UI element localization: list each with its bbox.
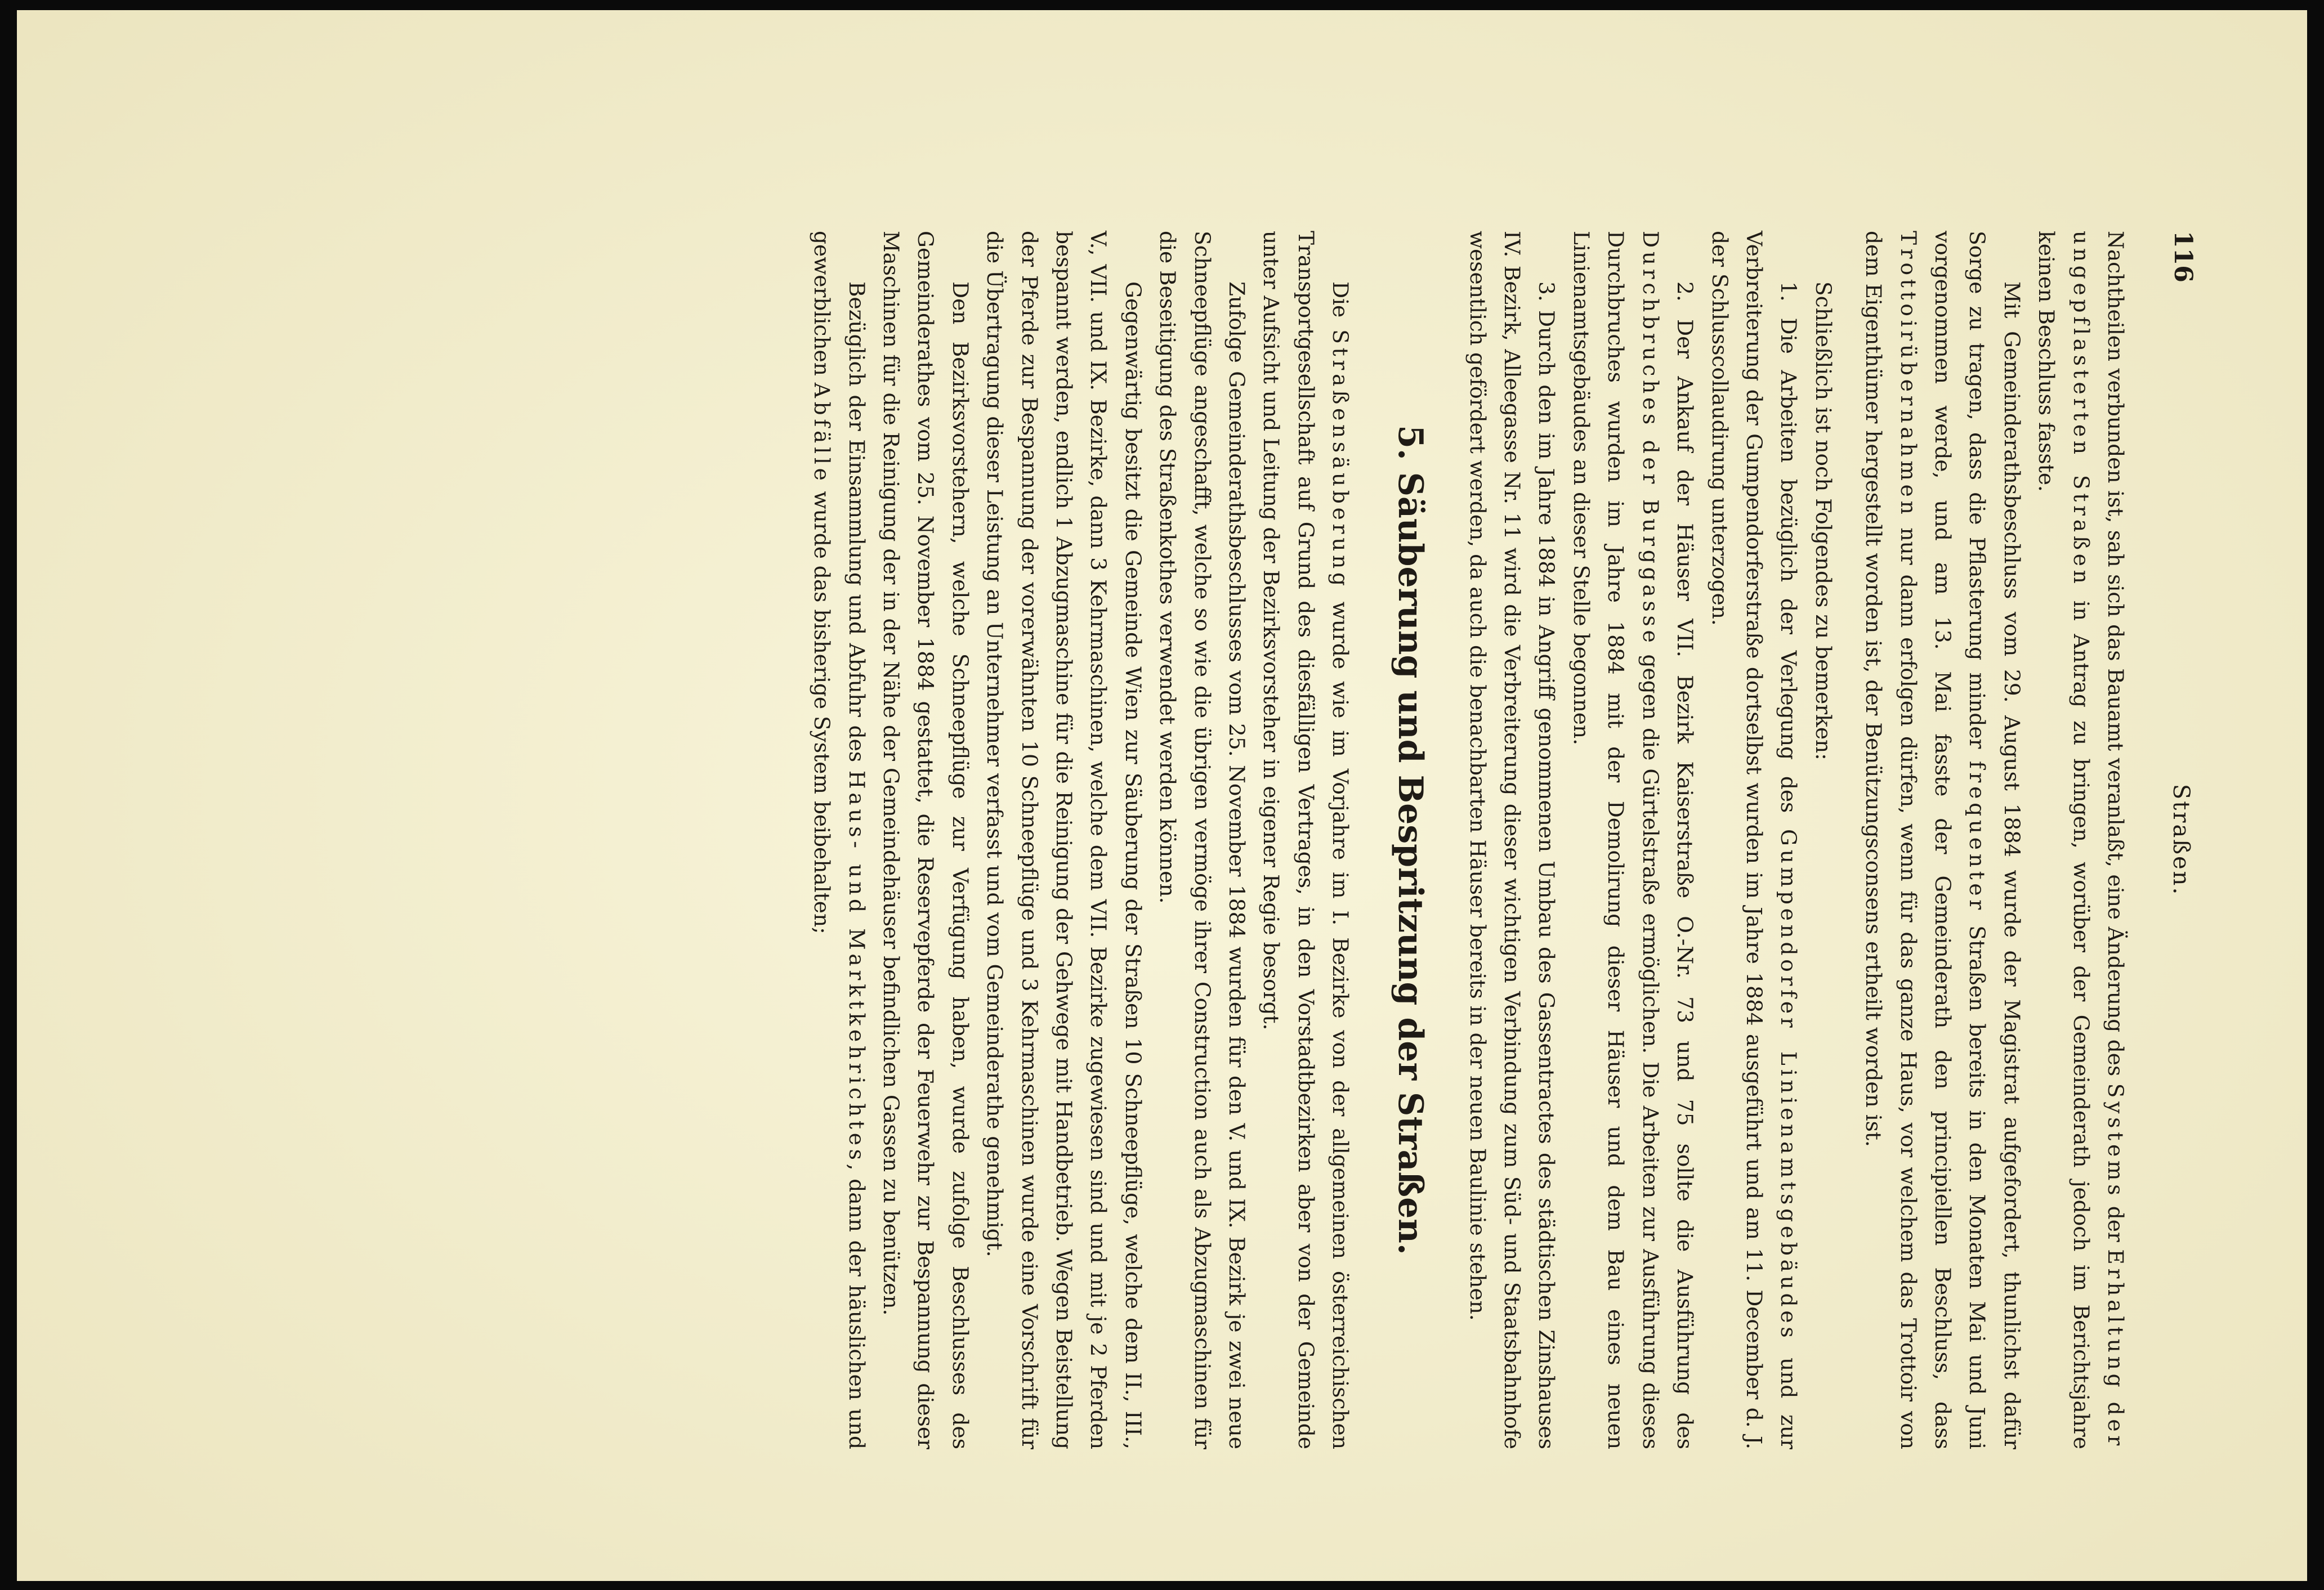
- page-header: [2161, 231, 2200, 1449]
- paragraph: 2. Der Ankauf der Häuser VII. Bezirk Kaiserstraße O.-Nr. 73 und 75 sollte die Ausführung des Durchbruches der Burggasse gegen die Gürtelstraße ermöglichen. Die Arbeiten zur Ausführung dieses Durchbruches wurden im Jahre 1884 mit der Demolirung dieser Häuser und dem Bau eines neuen Linienamtsgebäudes an dieser Stelle begonnen.: [1568, 231, 1698, 1450]
- paragraph: Schließlich ist noch Folgendes zu bemerken:: [1811, 281, 1836, 760]
- page-number: 116: [2169, 231, 2197, 283]
- paragraph: 1. Die Arbeiten bezüglich der Verlegung des Gumpendorfer Linienamtsgebäudes und zur Verbreiterung der Gumpendorferstraße dortselbst wurden im Jahre 1884 ausgeführt und am 11. December d. J. der Schlusscollaudirung unterzogen.: [1707, 231, 1802, 1450]
- paragraph: Gegenwärtig besitzt die Gemeinde Wien zur Säuberung der Straßen 10 Schneepflüge, welche dem II., III., V., VII. und IX. Bezirke, dann 3 Kehrmaschinen, welche dem VII. Bezirke zugewiesen sind und mit je 2 Pferden bespannt werden, endlich 1 Abzugmaschine für die Reinigung der Gehwege mit Handbetrieb. Wegen Beistellung der Pferde zur Bespannung der vorerwähnten 10 Schneepflüge und 3 Kehrmaschinen wurde eine Vorschrift für die Übertragung dieser Leistung an Unternehmer verfasst und vom Gemeinderathe genehmigt.: [982, 231, 1146, 1449]
- paragraph: Den Bezirksvorstehern, welche Schneepflüge zur Verfügung haben, wurde zufolge Beschlusses des Gemeinderathes vom 25. November 1884 gestattet, die Reservepferde der Feuerwehr zur Bespannung dieser Maschinen für die Reinigung der in der Nähe der Gemeindehäuser befindlichen Gassen zu benützen.: [879, 231, 973, 1449]
- running-head: Straßen.: [2168, 783, 2194, 897]
- paragraph: Nachtheilen verbunden ist, sah sich das Bauamt veranlaßt, eine Änderung des Systems der Erhaltung der ungepflasterten Straßen in Antrag zu bringen, worüber der Gemeinderath jedoch im Berichtsjahre keinen Beschluss fasste.: [2034, 231, 2128, 1449]
- paragraph: Bezüglich der Einsammlung und Abfuhr des Haus- und Marktkehrichtes, dann der häuslichen und gewerblichen Abfälle wurde das bisherige System beibehalten;: [810, 231, 869, 1449]
- page-content: [145, 231, 2200, 1449]
- paragraph: Mit Gemeinderathsbeschluss vom 29. August 1884 wurde der Magistrat aufgefordert, thunlichst dafür Sorge zu tragen, dass die Pflasterung minder frequenter Straßen bereits in den Monaten Mai und Juni vorgenommen werde, und am 13. Mai fasste der Gemeinderath den principiellen Beschluss, dass Trottoirübernahmen nur dann erfolgen dürfen, wenn für das ganze Haus, vor welchem das Trottoir von dem Eigenthümer hergestellt worden ist, der Benützungsconsens ertheilt worden ist.: [1861, 231, 2024, 1449]
- paragraph: Zufolge Gemeinderathsbeschlusses vom 25. November 1884 wurden für den V. und IX. Bezirk je zwei neue Schneepflüge angeschafft, welche so wie die übrigen vermöge ihrer Construction auch als Abzugmaschinen für die Beseitigung des Straßenkothes verwendet werden können.: [1155, 231, 1250, 1449]
- section-heading: 5. Säuberung und Bespritzung der Straßen.: [1391, 425, 1431, 1255]
- paragraph: 3. Durch den im Jahre 1884 in Angriff genommenen Umbau des Gassentractes des städtischen Zinshauses IV. Bezirk, Alleegasse Nr. 11 wird die Verbreiterung dieser wichtigen Verbindung zum Süd- und Staatsbahnhofe wesentlich gefördert werden, da auch die benachbarten Häuser bereits in der neuen Baulinie stehen.: [1465, 231, 1559, 1449]
- paragraph: Die Straßensäuberung wurde wie im Vorjahre im I. Bezirke von der allgemeinen österreichischen Transportgesellschaft auf Grund des diesfälligen Vertrages, in den Vorstadtbezirken aber von der Gemeinde unter Aufsicht und Leitung der Bezirksvorsteher in eigener Regie besorgt.: [1259, 231, 1353, 1450]
- body-text: [805, 231, 2133, 1449]
- scanned-page: [17, 10, 2307, 1581]
